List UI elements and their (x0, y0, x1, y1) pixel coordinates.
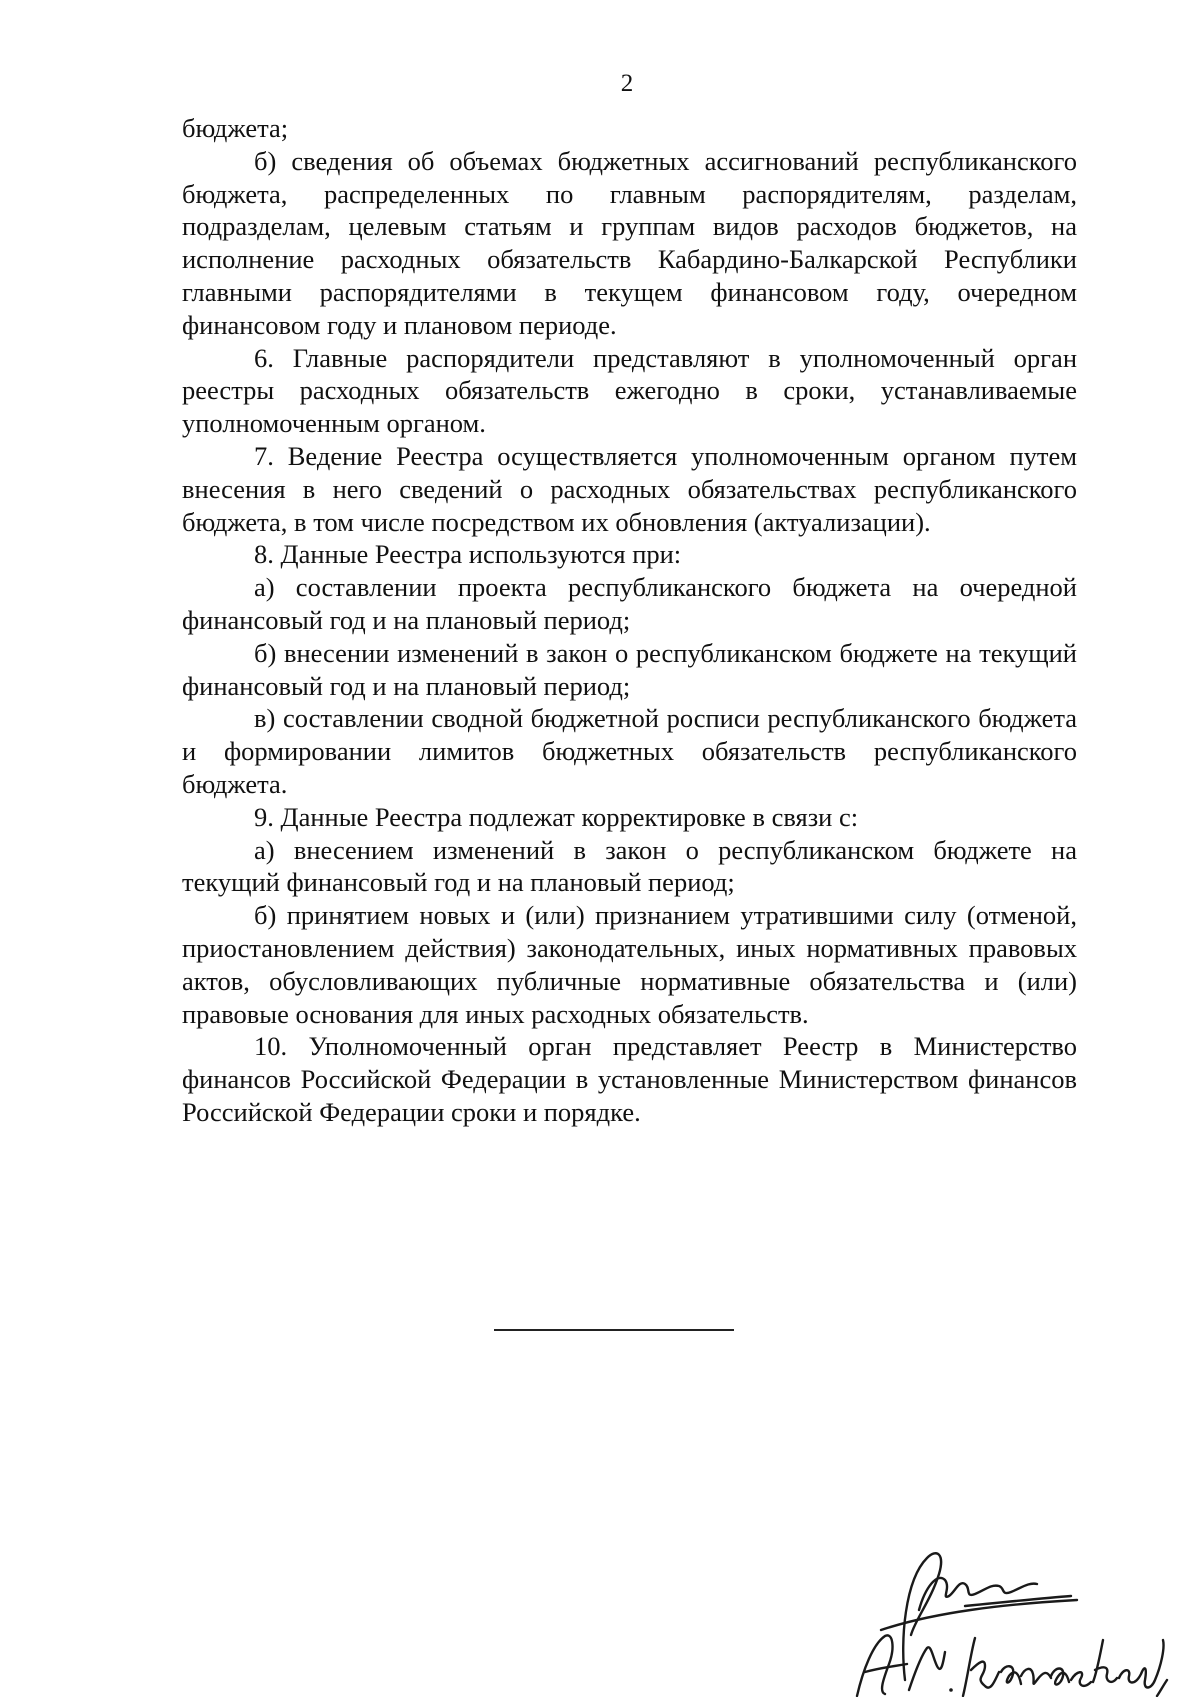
separator-line (494, 1329, 734, 1331)
paragraph-continuation: бюджета; (182, 113, 289, 143)
paragraph-8: 8. Данные Реестра используются при: (254, 539, 682, 570)
document-body (182, 112, 1077, 1129)
paragraph-9: 9. Данные Реестра подлежат корректировке в связи с: (254, 801, 859, 832)
handwritten-signature (845, 1540, 1175, 1697)
paragraph-7: 7. Ведение Реестра осуществляется уполномоченным органом путем внесения в него сведений о расходных обязательствах республиканского бюджета, в том числе посредством их обновления (актуализации). (182, 440, 1077, 537)
paragraph-8-a: а) составлении проекта республиканского бюджета на очередной финансовый год и на плановый период; (182, 572, 1077, 635)
paragraph-item-b-info: б) сведения об объемах бюджетных ассигнований республиканского бюджета, распределенных по главным распорядителям, разделам, подразделам, целевым статьям и группам видов расходов бюджетов, на исполнение расходных обязательств Кабардино-Балкарской Республики главными распорядителями в текущем финансовом году, очередном финансовом году и плановом периоде. (182, 145, 1077, 340)
page-number: 2 (620, 70, 634, 97)
paragraph-8-b: б) внесении изменений в закон о республиканском бюджете на текущий финансовый год и на плановый период; (182, 637, 1077, 701)
paragraph-10: 10. Уполномоченный орган представляет Реестр в Министерство финансов Российской Федерации в установленные Министерством финансов Российской Федерации сроки и порядке. (182, 1031, 1077, 1127)
paragraph-9-a: а) внесением изменений в закон о республиканском бюджете на текущий финансовый год и на плановый период; (182, 834, 1077, 898)
signature-drawing (845, 1540, 1175, 1697)
paragraph-9-b: б) принятием новых и (или) признанием утратившими силу (отменой, приостановлением действия) законодательных, иных нормативных правовых актов, обусловливающих публичные нормативные обязательства и (или) правовые основания для иных расходных обязательств. (182, 900, 1077, 1029)
paragraph-8-v: в) составлении сводной бюджетной росписи республиканского бюджета и формировании лимитов бюджетных обязательств республиканского бюджета. (182, 703, 1077, 799)
paragraph-6: 6. Главные распорядители представляют в уполномоченный орган реестры расходных обязательств ежегодно в сроки, устанавливаемые уполномоченным органом. (182, 342, 1077, 439)
